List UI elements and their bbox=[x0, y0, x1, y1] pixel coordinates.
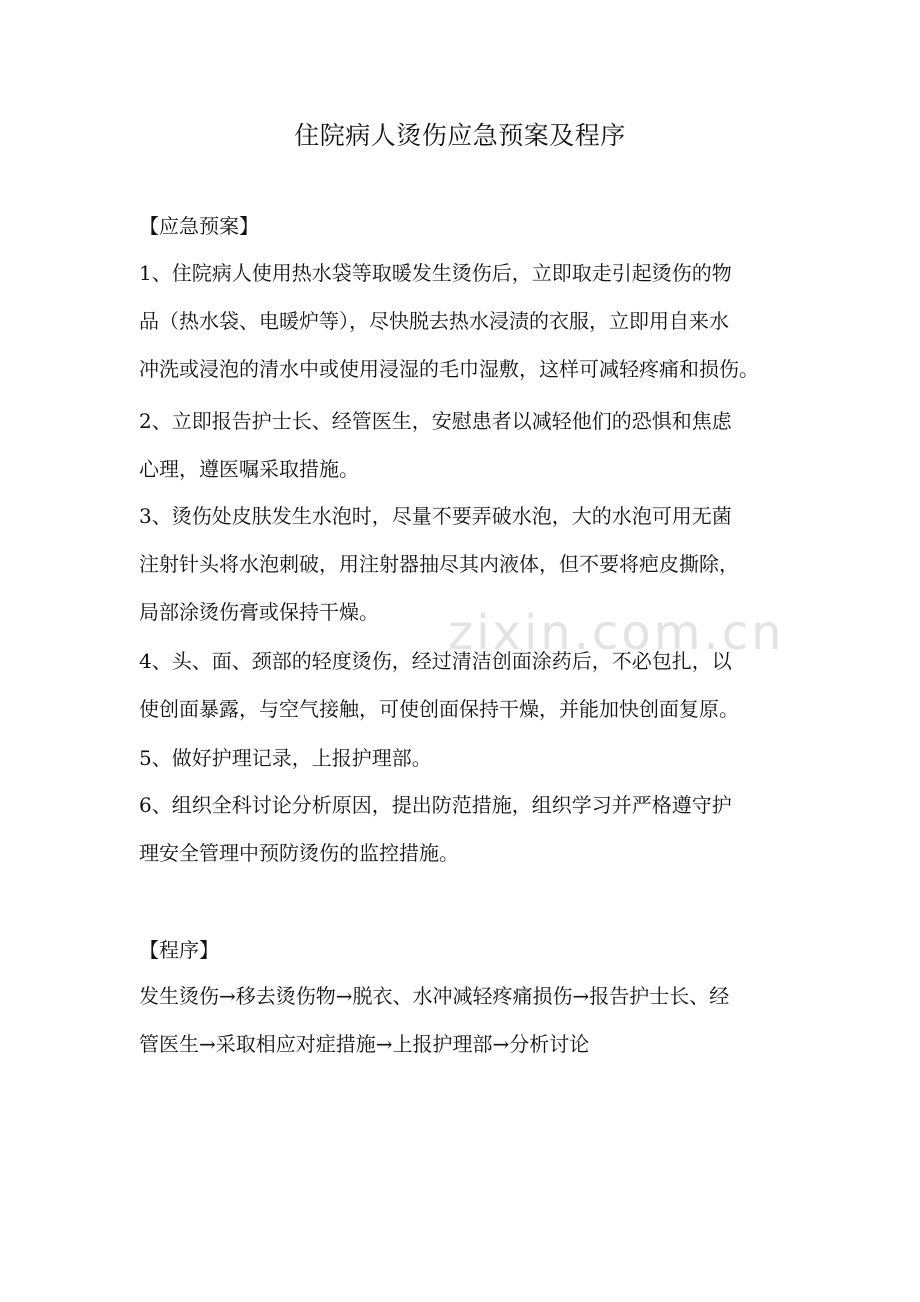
plan-item-6 bbox=[139, 781, 791, 877]
text-line: 【应急预案】 bbox=[139, 214, 259, 238]
procedure-heading bbox=[139, 926, 791, 974]
text-line: 品（热水袋、电暖炉等），尽快脱去热水浸渍的衣服，立即用自来水 bbox=[139, 309, 729, 333]
text-line: 使创面暴露，与空气接触，可使创面保持干燥，并能加快创面复原。 bbox=[139, 697, 739, 721]
watermark: zixin.com.cn bbox=[448, 605, 785, 661]
text-line: 3、烫伤处皮肤发生水泡时，尽量不要弄破水泡，大的水泡可用无菌 bbox=[139, 504, 732, 528]
text-line: 冲洗或浸泡的清水中或使用浸湿的毛巾湿敷，这样可减轻疼痛和损伤。 bbox=[139, 357, 759, 381]
text-line: 局部涂烫伤膏或保持干燥。 bbox=[139, 600, 379, 624]
text-line: 6、组织全科讨论分析原因，提出防范措施，组织学习并严格遵守护 bbox=[139, 793, 732, 817]
text-line: 注射针头将水泡刺破，用注射器抽尽其内液体，但不要将疤皮撕除， bbox=[139, 552, 739, 576]
plan-item-2 bbox=[139, 397, 791, 493]
text-line: 4、头、面、颈部的轻度烫伤，经过清洁创面涂药后，不必包扎，以 bbox=[139, 649, 732, 673]
text-line: 理安全管理中预防烫伤的监控措施。 bbox=[139, 841, 459, 865]
text-line: 管医生→采取相应对症措施→上报护理部→分析讨论 bbox=[139, 1032, 590, 1056]
text-line: 1、住院病人使用热水袋等取暖发生烫伤后，立即取走引起烫伤的物 bbox=[139, 261, 732, 285]
text-line: 心理，遵医嘱采取措施。 bbox=[139, 457, 359, 481]
emergency-plan-heading bbox=[139, 202, 791, 250]
plan-item-3 bbox=[139, 492, 791, 636]
text-line: 2、立即报告护士长、经管医生，安慰患者以减轻他们的恐惧和焦虑 bbox=[139, 409, 732, 433]
plan-item-1 bbox=[139, 249, 791, 393]
procedure-sequence bbox=[139, 972, 791, 1068]
text-line: 发生烫伤→移去烫伤物→脱衣、水冲减轻疼痛损伤→报告护士长、经 bbox=[139, 984, 730, 1008]
plan-item-4 bbox=[139, 637, 791, 733]
plan-item-5 bbox=[139, 734, 791, 782]
text-line: 5、做好护理记录，上报护理部。 bbox=[139, 746, 432, 770]
document-title: 住院病人烫伤应急预案及程序 bbox=[294, 121, 626, 150]
text-line: 【程序】 bbox=[139, 938, 219, 962]
